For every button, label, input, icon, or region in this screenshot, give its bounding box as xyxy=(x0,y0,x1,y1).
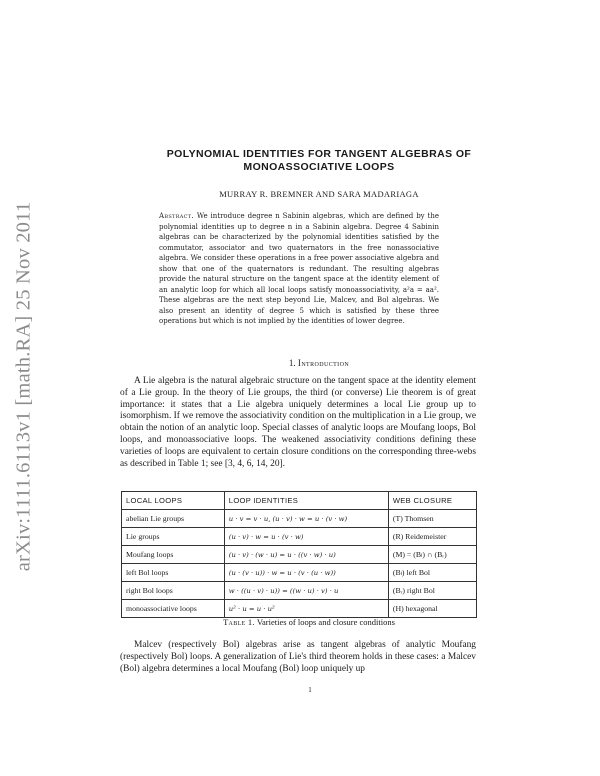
table-row xyxy=(122,564,477,582)
arxiv-stamp: arXiv:1111.6113v1 [math.RA] 25 Nov 2011 xyxy=(12,201,35,571)
authors: MURRAY R. BREMNER AND SARA MADARIAGA xyxy=(219,189,419,199)
section-title: Introduction xyxy=(297,358,350,368)
loop-name: Lie groups xyxy=(122,528,225,546)
abstract-text: We introduce degree n Sabinin algebras, which are defined by the polynomial identities up to degree n in a Sabinin algebra. Degree 4 Sabinin algebras can be characterized by the polynomial identities satisfied by the commutator, associator and two quaternators in the free nonassociative algebra. We consider these operations in a free power associative algebra and show that one of the quaternators is redundant. The resulting algebras provide the natural structure on the tangent space at the identity element of an analytic loop for which all local loops satisfy monoassociativity, a²a = aa². These algebras are the next step beyond Lie, Malcev, and Bol algebras. We also present an identity of degree 5 which is satisfied by these three operations but which is not implied by the identities of lower degree. xyxy=(159,212,439,325)
web-closure: (M) = (Bₗ) ∩ (Bᵣ) xyxy=(388,546,476,564)
loop-identity: (u · v) · (w · u) = u · ((v · w) · u) xyxy=(224,546,388,564)
title-line-2: MONOASSOCIATIVE LOOPS xyxy=(243,161,395,173)
table-row xyxy=(122,510,477,528)
page-number: 1 xyxy=(308,686,312,694)
loop-name: right Bol loops xyxy=(122,582,225,600)
web-closure: (Bᵣ) right Bol xyxy=(388,582,476,600)
paper-title xyxy=(110,148,528,174)
section-heading xyxy=(110,358,528,368)
table-row xyxy=(122,546,477,564)
header-loop-identities: LOOP IDENTITIES xyxy=(224,492,388,510)
loop-name: Moufang loops xyxy=(122,546,225,564)
section-number: 1. xyxy=(288,358,296,368)
caption-label: Table 1. xyxy=(223,617,255,627)
abstract xyxy=(159,211,439,327)
abstract-label: Abstract. xyxy=(159,212,194,220)
web-closure: (R) Reidemeister xyxy=(388,528,476,546)
header-web-closure: WEB CLOSURE xyxy=(388,492,476,510)
loop-identity: w · ((u · v) · u)) = ((w · u) · v) · u xyxy=(224,582,388,600)
loop-identity: u · v = v · u, (u · v) · w = u · (v · w) xyxy=(224,510,388,528)
caption-text: Varieties of loops and closure conditions xyxy=(256,617,395,627)
loops-table xyxy=(121,491,477,618)
table-caption xyxy=(110,617,508,627)
body-paragraph-2: Malcev (respectively Bol) algebras arise as tangent algebras of analytic Moufang (respectively Bol) loops. A generalization of Lie's third theorem holds in these cases: a Malcev (Bol) algebra determines a local Moufang (Bol) loop uniquely up xyxy=(120,640,476,674)
web-closure: (T) Thomsen xyxy=(388,510,476,528)
header-local-loops: LOCAL LOOPS xyxy=(122,492,225,510)
loop-name: left Bol loops xyxy=(122,564,225,582)
arxiv-stamp-container xyxy=(2,176,46,596)
table-header-row xyxy=(122,492,477,510)
intro-paragraph: A Lie algebra is the natural algebraic structure on the tangent space at the identity element of a Lie group. In the theory of Lie groups, the third (or converse) Lie theorem is of great importance: it states that a Lie algebra uniquely determines a local Lie group up to isomorphism. If we remove the associativity condition on the multiplication in a Lie group, we obtain the notion of an analytic loop. Special classes of analytic loops are Moufang loops, Bol loops, and monoassociative loops. The weakened associativity conditions defining these varieties of loops are equivalent to certain closure conditions on the corresponding three-webs as described in Table 1; see [3, 4, 6, 14, 20]. xyxy=(120,376,476,469)
table-row xyxy=(122,582,477,600)
table-row xyxy=(122,600,477,618)
web-closure: (Bₗ) left Bol xyxy=(388,564,476,582)
loop-identity: u² · u = u · u² xyxy=(224,600,388,618)
loop-name: monoassociative loops xyxy=(122,600,225,618)
loop-identity: (u · v) · w = u · (v · w) xyxy=(224,528,388,546)
loop-identity: (u · (v · u)) · w = u · (v · (u · w)) xyxy=(224,564,388,582)
web-closure: (H) hexagonal xyxy=(388,600,476,618)
table-row xyxy=(122,528,477,546)
loop-name: abelian Lie groups xyxy=(122,510,225,528)
title-line-1: POLYNOMIAL IDENTITIES FOR TANGENT ALGEBRAS OF xyxy=(166,148,472,160)
